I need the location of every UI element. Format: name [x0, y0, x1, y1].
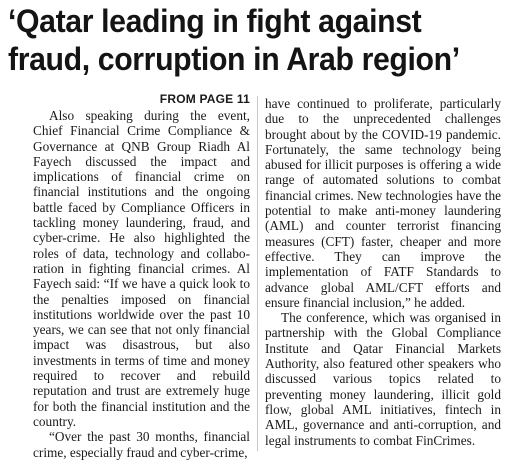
- headline-line-1: ‘Qatar leading in fight against: [8, 3, 422, 39]
- body-paragraph: Also speaking during the event, Chief Financial Crime Compliance & Governance at QNB Group Riadh Al Fayech discussed the impact and implications of financial crime on financial institutions and the ongoing battle faced by Compliance Officers in tackling money laundering, fraud, and cyber-crime. He also highlighted the roles of data, technology and collaboration in fighting financial crimes. Al Fayech said: “If we have a quick look to the penalties imposed on financial institutions worldwide over the past 10 years, we can see that not only financial impact was disastrous, but also investments in terms of time and money required to recover and rebuild reputation and trust are extremely huge for both the financial institution and the country.: [33, 108, 250, 429]
- article-column-left: [33, 92, 250, 460]
- article-column-right: [265, 96, 501, 448]
- continuation-kicker: FROM PAGE 11: [159, 92, 250, 106]
- headline: [8, 2, 468, 78]
- body-paragraph: “Over the past 30 months, financial crime, especially fraud and cyber-crime,: [33, 429, 250, 460]
- headline-line-2: fraud, corruption in Arab region’: [8, 41, 460, 77]
- column-divider: [257, 96, 258, 451]
- body-paragraph: The conference, which was organised in partnership with the Global Compliance Institute and Qatar Financial Markets Authority, also featured other speakers who discussed various topics related to preventing money laundering, illicit gold flow, global AML initiatives, fintech in AML, governance and anti-corruption, and legal instruments to combat FinCrimes.: [265, 310, 501, 448]
- body-paragraph: have continued to proliferate, particularly due to the unprecedented challenges brought about by the COVID-19 pandemic. Fortunately, the same technology being abused for illicit purposes is offering a wide range of automated solutions to combat financial crimes. New technologies have the potential to make anti-money laundering (AML) and counter terrorist financing measures (CFT) faster, cheaper and more effective. They can improve the implementation of FATF Standards to advance global AML/CFT efforts and ensure financial inclusion,” he added.: [265, 96, 501, 310]
